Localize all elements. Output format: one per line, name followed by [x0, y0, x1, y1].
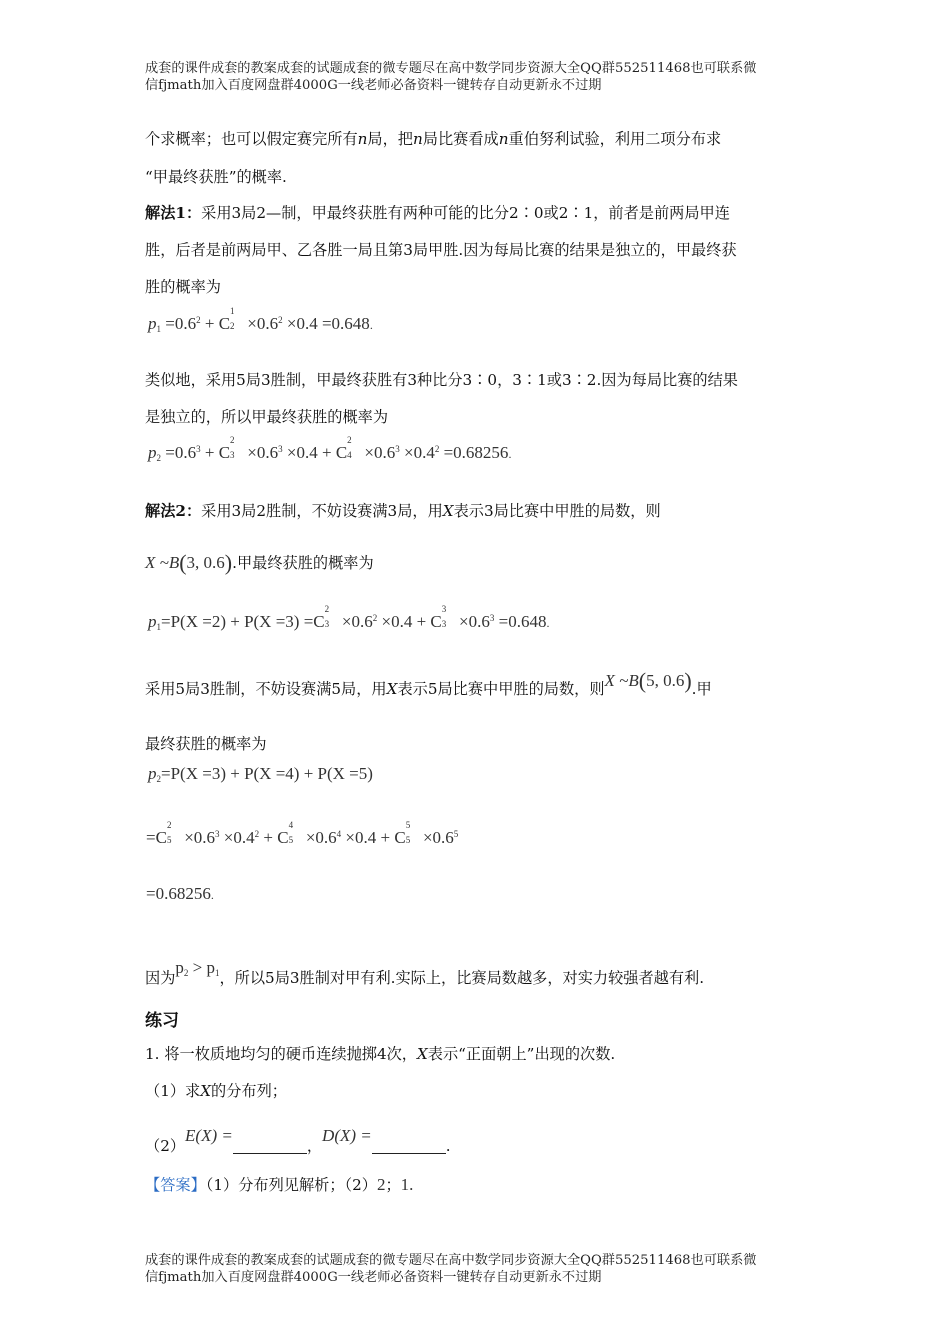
- method2-line-3: 采用5局3胜制，不妨设赛满5局，用X表示5局比赛中甲胜的局数，则X ~B(5, 0.6).甲: [145, 668, 712, 698]
- formula-p2-binomial-2: =C 2 5 $\times 0.6^3 \times 0.4^2 + C$ 4 5 $\times 0.6^4 \times 0.4 + C$ 5 5 $\times 0.6^5$: [146, 820, 459, 847]
- method1-line-5: 是独立的，所以甲最终获胜的概率为: [145, 408, 388, 426]
- method2-label: 解法2: [145, 502, 186, 520]
- page-footer: [145, 1252, 825, 1286]
- method1-line-3: 胜的概率为: [145, 278, 221, 296]
- formula-p2-result: =0.68256.: [146, 884, 214, 903]
- method2-line-4: 最终获胜的概率为: [145, 735, 267, 753]
- header-line-2: 信fjmath加入百度网盘群4000G一线老师必备资料一键转存自动更新永不过期: [145, 78, 602, 93]
- method2-line-2: X ~B(3, 0.6).甲最终获胜的概率为: [145, 550, 374, 575]
- answer-line: 【答案】（1）分布列见解析；（2）2；1.: [145, 1175, 414, 1194]
- footer-line-1: 成套的课件成套的教案成套的试题成套的微专题尽在高中数学同步资源大全QQ群552511468也可联系微: [145, 1253, 757, 1268]
- footer-line-2: 信fjmath加入百度网盘群4000G一线老师必备资料一键转存自动更新永不过期: [145, 1270, 602, 1285]
- formula-p1-binomial: $p_1=P(X =2) + P(X =3) =C$ 2 3 $\times 0.6^2 \times 0.4 + C$ 3 3 $\times 0.6^3 =0.648$.: [148, 604, 550, 632]
- intro-line-2: “甲最终获胜”的概率.: [145, 168, 287, 186]
- answer-blank-dx[interactable]: [372, 1139, 446, 1154]
- method2-line-1: 解法2：采用3局2胜制，不妨设赛满3局，用X表示3局比赛中甲胜的局数，则: [145, 502, 661, 520]
- conclusion-line: 因为$p_2 > p_1$，所以5局3胜制对甲有利.实际上，比赛局数越多，对实力较强者越有利.: [145, 958, 705, 987]
- method1-line-1: 解法1：采用3局2—制，甲最终获胜有两种可能的比分2∶0或2∶1，前者是前两局甲连: [145, 204, 730, 222]
- exercise-title: 练习: [145, 1011, 179, 1031]
- header-line-1: 成套的课件成套的教案成套的试题成套的微专题尽在高中数学同步资源大全QQ群552511468也可联系微: [145, 61, 757, 76]
- method1-label: 解法1: [145, 204, 186, 222]
- answer-tag: 【答案】: [145, 1176, 206, 1194]
- exercise-q1: 1. 将一枚质地均匀的硬币连续抛掷4次，X表示“正面朝上”出现的次数.: [145, 1045, 616, 1063]
- intro-line-1: 个求概率；也可以假定赛完所有n局，把n局比赛看成n重伯努利试验，利用二项分布求: [145, 130, 722, 148]
- method1-line-2: 胜，后者是前两局甲、乙各胜一局且第3局甲胜.因为每局比赛的结果是独立的，甲最终获: [145, 241, 737, 259]
- exercise-q1-part1: （1）求X的分布列；: [145, 1082, 287, 1100]
- formula-p2: $p_2 =0.6^3 + C$ 2 3 $\times 0.6^3 \times 0.4 + C$ 2 4 $\times 0.6^3 \times 0.4^2 =0.68256$.: [148, 435, 512, 463]
- formula-p1: $p_1 =0.6^2 + C$ 1 2 $\times 0.6^2 \times 0.4 =0.648$.: [148, 306, 373, 334]
- page-header: [145, 60, 825, 94]
- exercise-q1-part2: （2）E(X) =，D(X) =.: [145, 1126, 451, 1155]
- answer-blank-ex[interactable]: [233, 1139, 307, 1154]
- method1-line-4: 类似地，采用5局3胜制，甲最终获胜有3种比分3∶0，3∶1或3∶2.因为每局比赛的结果: [145, 371, 738, 389]
- formula-p2-binomial-1: $p_2=P(X =3) + P(X =4) + P(X =5)$: [148, 764, 373, 784]
